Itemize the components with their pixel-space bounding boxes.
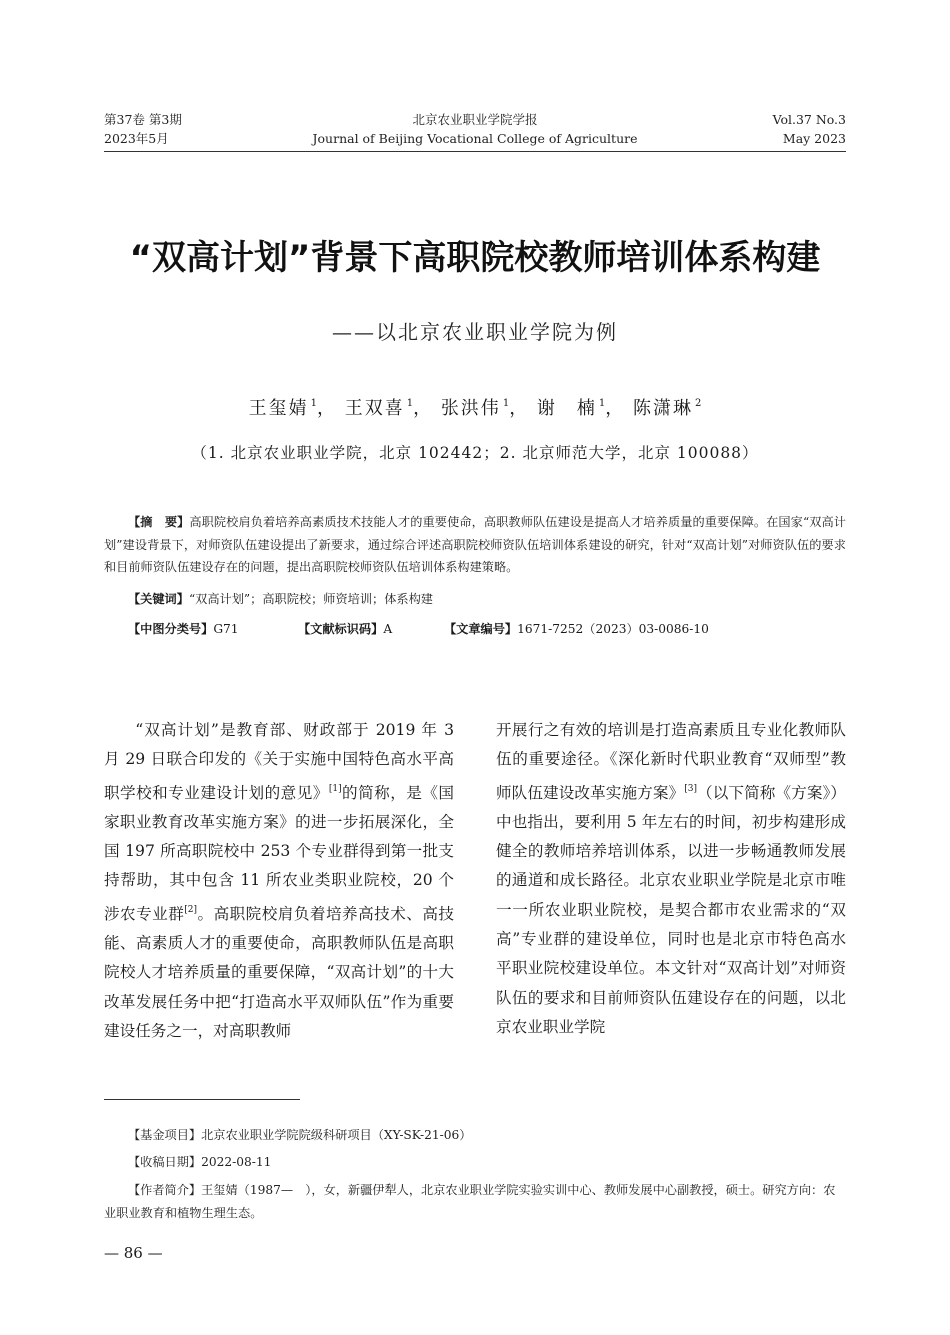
author-affiliation-mark: 1 [502, 398, 510, 409]
abstract-label: 【摘 要】 [128, 515, 190, 529]
article-title: “双高计划”背景下高职院校教师培训体系构建 [129, 238, 821, 278]
article-id-label: 【文章编号】 [444, 622, 518, 636]
body-paragraph [104, 716, 454, 1046]
clc-value: G71 [213, 622, 239, 636]
affiliations: （1. 北京农业职业学院，北京 102442；2. 北京师范大学，北京 100088） [191, 444, 759, 462]
page-number: — 86 — [104, 1244, 163, 1262]
author-name: 陈潇琳 [633, 398, 694, 419]
author-affiliation-mark: 1 [598, 398, 606, 409]
article-subtitle: ——以北京农业职业学院为例 [332, 320, 618, 344]
volume-issue: 第37卷 第3期 [104, 112, 182, 127]
body-text: 。高职院校肩负着培养高技术、高技能、高素质人才的重要使命，高职教师队伍是高职院校人才培养质量的重要保障，“双高计划”的十大改革发展任务中把“打造高水平双师队伍”作为重要建设任务之一，对高职教师 [104, 904, 454, 1040]
author-affiliation-mark: 1 [310, 398, 317, 409]
running-header-right [773, 110, 846, 148]
author-name: 王双喜 [344, 398, 405, 419]
footnote-divider [104, 1099, 300, 1100]
author-name: 谢 楠 [536, 398, 597, 419]
volume-issue-en: Vol.37 No.3 [772, 112, 846, 127]
body-column-right [496, 716, 846, 1042]
body-column-left [104, 716, 454, 1046]
publication-date-cn: 2023年5月 [104, 131, 169, 146]
abstract [104, 511, 846, 579]
body-text: “双高计划”是教育部、财政部于 2019 年 3 月 29 日联合印发的《关于实施中国特色高水平高职学校和专业建设计划的意见》 [104, 721, 454, 802]
body-text: （以下简称《方案》）中也指出，要利用 5 年左右的时间，初步构建形成健全的教师培养培训体系，以进一步畅通教师发展的通道和成长路径。北京农业职业学院是北京市唯一一所农业职业院校，是契合都市农业需求的“双高”专业群的建设单位，同时也是北京市特色高水平职业院校建设单位。本文针对“双高计划”对师资队伍的要求和目前师资队伍建设存在的问题，以北京农业职业学院 [496, 783, 846, 1036]
keywords-text: “双高计划”；高职院校；师资培训；体系构建 [188, 592, 433, 606]
citation-ref: [3] [684, 783, 697, 794]
author-affiliation-mark: 2 [695, 398, 702, 409]
keywords [128, 588, 433, 610]
citation-ref: [1] [328, 783, 342, 794]
abstract-text: 高职院校肩负着培养高素质技术技能人才的重要使命，高职教师队伍建设是提高人才培养质量的重要保障。在国家“双高计划”建设背景下，对师资队伍建设提出了新要求，通过综合评述高职院校师资队伍培训体系建设的研究，针对“双高计划”对师资队伍的要求和目前师资队伍建设存在的问题，提出高职院校师资队伍培训体系构建策略。 [104, 515, 846, 574]
body-text: 开展行之有效的培训是打造高素质且专业化教师队伍的重要途径。《深化新时代职业教育“双师型”教师队伍建设改革实施方案》 [496, 721, 846, 802]
journal-name-en: Journal of Beijing Vocational College of Agriculture [312, 131, 638, 146]
footnote-fund: 【基金项目】北京农业职业学院院级科研项目（XY-SK-21-06） [128, 1128, 472, 1142]
author-list: 王玺婧 $^1$， 王双喜 $^1$， 张洪伟 $^1$， 谢 楠 $^1$， 陈潇琳 $^2$ [248, 398, 702, 419]
header-divider [104, 151, 846, 152]
document-code-value: A [383, 622, 393, 636]
keywords-label: 【关键词】 [128, 592, 189, 606]
article-id-value: 1671-7252（2023）03-0086-10 [517, 622, 709, 636]
body-paragraph [496, 716, 846, 1042]
publication-date-en: May 2023 [782, 131, 846, 146]
footnote-author-bio: 【作者简介】王玺婧（1987— ），女，新疆伊犁人，北京农业职业学院实验实训中心、教师发展中心副教授，硕士。研究方向：农业职业教育和植物生理生态。 [104, 1183, 836, 1220]
author-name: 张洪伟 [440, 398, 501, 419]
clc-label: 【中图分类号】 [128, 622, 214, 636]
journal-name-cn: 北京农业职业学院学报 [412, 112, 538, 127]
author-affiliation-mark: 1 [406, 398, 414, 409]
author-name: 王玺婧 [248, 398, 309, 419]
citation-ref: [2] [184, 904, 198, 915]
document-code-label: 【文献标识码】 [298, 622, 384, 636]
body-text: 的简称，是《国家职业教育改革实施方案》的进一步拓展深化，全国 197 所高职院校中 253 个专业群得到第一批支持帮助，其中包含 11 所农业类职业院校，20 个涉农专业群 [104, 783, 454, 923]
footnote-received-date: 【收稿日期】2022-08-11 [128, 1155, 272, 1169]
